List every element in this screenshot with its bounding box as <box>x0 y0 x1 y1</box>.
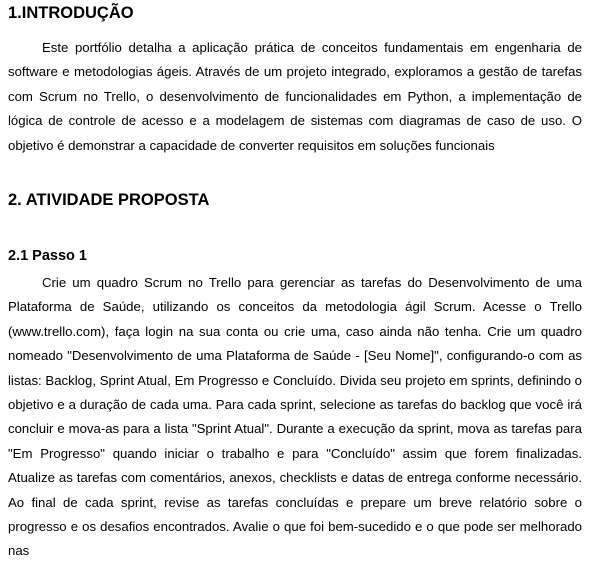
section-heading-introducao: 1.INTRODUÇÃO <box>8 4 134 22</box>
subsection-heading-passo-1: 2.1 Passo 1 <box>8 248 87 264</box>
section-heading-atividade-proposta: 2. ATIVIDADE PROPOSTA <box>8 191 210 209</box>
introducao-paragraph: Este portfólio detalha a aplicação prática de conceitos fundamentais em engenharia de software e metodologias ágeis. Através de um projeto integrado, exploramos a gestão de tarefas com Scrum no Trello, o desenvolvimento de funcionalidades em Python, a implementação de lógica de controle de acesso e a modelagem de sistemas com diagramas de caso de uso. O objetivo é demonstrar a capacidade de converter requisitos em soluções funcionais <box>8 40 582 153</box>
passo-1-paragraph: Crie um quadro Scrum no Trello para gerenciar as tarefas do Desenvolvimento de uma Plataforma de Saúde, utilizando os conceitos da metodologia ágil Scrum. Acesse o Trello (www.trello.com), faça login na sua conta ou crie uma, caso ainda não tenha. Crie um quadro nomeado "Desenvolvimento de uma Plataforma de Saúde - [Seu Nome]", configurando-o com as listas: Backlog, Sprint Atual, Em Progresso e Concluído. Divida seu projeto em sprints, definindo o objetivo e a duração de cada uma. Para cada sprint, selecione as tarefas do backlog que você irá concluir e mova-as para a lista "Sprint Atual". Durante a execução da sprint, mova as tarefas para "Em Progresso" quando iniciar o trabalho e para "Concluído" assim que forem finalizadas. Atualize as tarefas com comentários, anexos, checklists e datas de entrega conforme necessário. Ao final de cada sprint, revise as tarefas concluídas e prepare um breve relatório sobre o progresso e os desafios encontrados. Avalie o que foi bem-sucedido e o que pode ser melhorado nas <box>8 275 582 559</box>
